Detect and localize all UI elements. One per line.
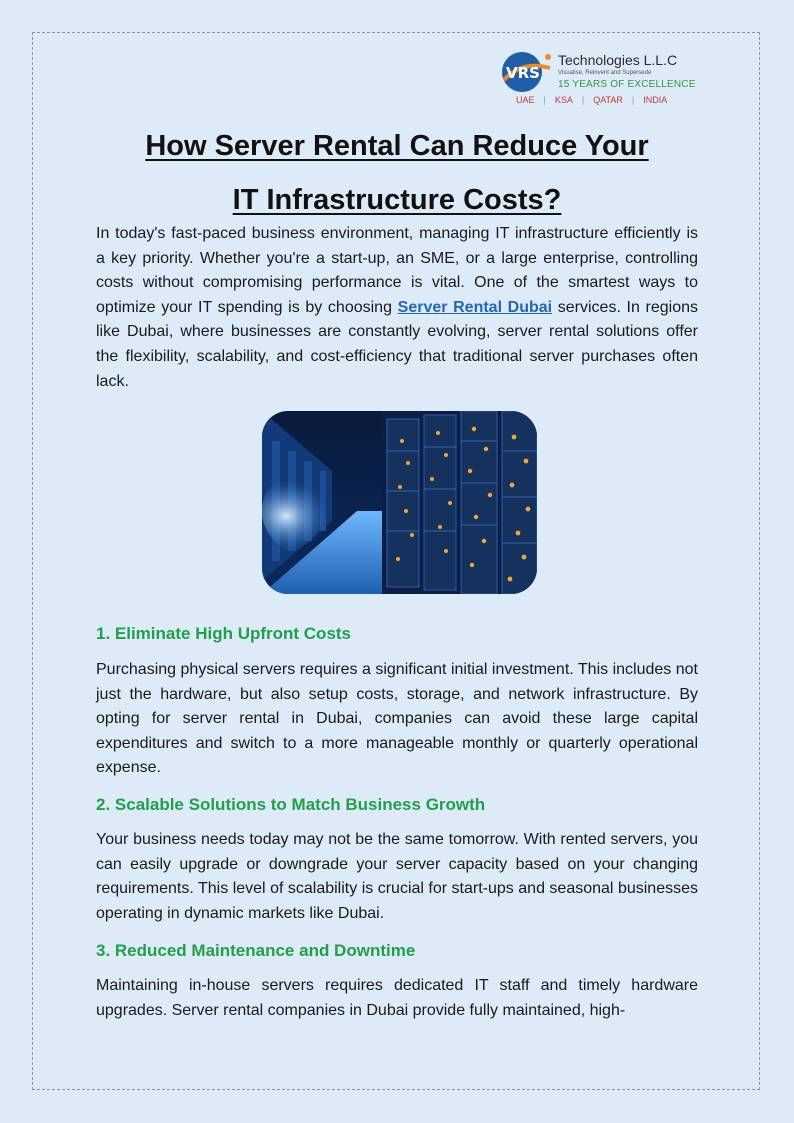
page-title-line-1: How Server Rental Can Reduce Your <box>145 130 649 162</box>
section-heading-1: 1. Eliminate High Upfront Costs <box>96 624 352 643</box>
company-logo[interactable] <box>500 48 700 110</box>
section-heading-3: 3. Reduced Maintenance and Downtime <box>96 941 416 960</box>
section-body-2: Your business needs today may not be the same tomorrow. With rented servers, you can easily upgrade or downgrade your server capacity based on your changing requirements. This level of scalability is crucial for start-ups and seasonal businesses operating in dynamic markets like Dubai. <box>96 831 698 922</box>
region-separator: | <box>581 95 585 105</box>
server-rental-dubai-link[interactable]: Server Rental Dubai <box>397 298 553 316</box>
region-ksa: KSA <box>554 95 573 105</box>
region-india: INDIA <box>643 95 668 105</box>
section-body-1: Purchasing physical servers requires a significant initial investment. This includes not just the hardware, but also setup costs, storage, and network infrastructure. By opting for server rental in Dubai, companies can avoid these large capital expenditures and switch to a more manageable monthly or quarterly operational expense. <box>96 661 698 777</box>
intro-text-2: services. In regions like Dubai, where businesses are constantly evolving, server rental solutions offer the flexibility, scalability, and cost-efficiency that traditional server purchases often lack. <box>96 298 699 390</box>
intro-text-1: In today's fast-paced business environment, managing IT infrastructure efficiently is a key priority. Whether you're a start-up, an SME, or a large enterprise, controlling costs without compromising performance is vital. One of the smartest ways to optimize your IT spending is by choosing <box>96 225 698 316</box>
vrs-logo-icon <box>500 50 556 94</box>
section-body-3: Maintaining in-house servers requires dedicated IT staff and timely hardware upgrades. Server rental companies in Dubai provide fully maintained, high- <box>96 977 698 1019</box>
page-title-line-2: IT Infrastructure Costs? <box>232 184 562 216</box>
server-room-illustration <box>262 411 537 594</box>
logo-tagline: Visualise, Reinvent and Supersede <box>558 70 652 76</box>
region-uae: UAE <box>516 95 535 105</box>
section-heading-2: 2. Scalable Solutions to Match Business Growth <box>96 795 486 814</box>
logo-regions <box>516 95 667 105</box>
logo-excellence: 15 YEARS OF EXCELLENCE <box>558 79 696 90</box>
region-separator: | <box>543 95 546 105</box>
logo-company-name: Technologies L.L.C <box>558 52 678 68</box>
intro-paragraph <box>96 222 698 394</box>
region-separator: | <box>631 95 635 105</box>
logo-mark-text: VRS <box>506 64 540 82</box>
server-room-image <box>262 411 537 594</box>
region-qatar: QATAR <box>593 95 623 105</box>
